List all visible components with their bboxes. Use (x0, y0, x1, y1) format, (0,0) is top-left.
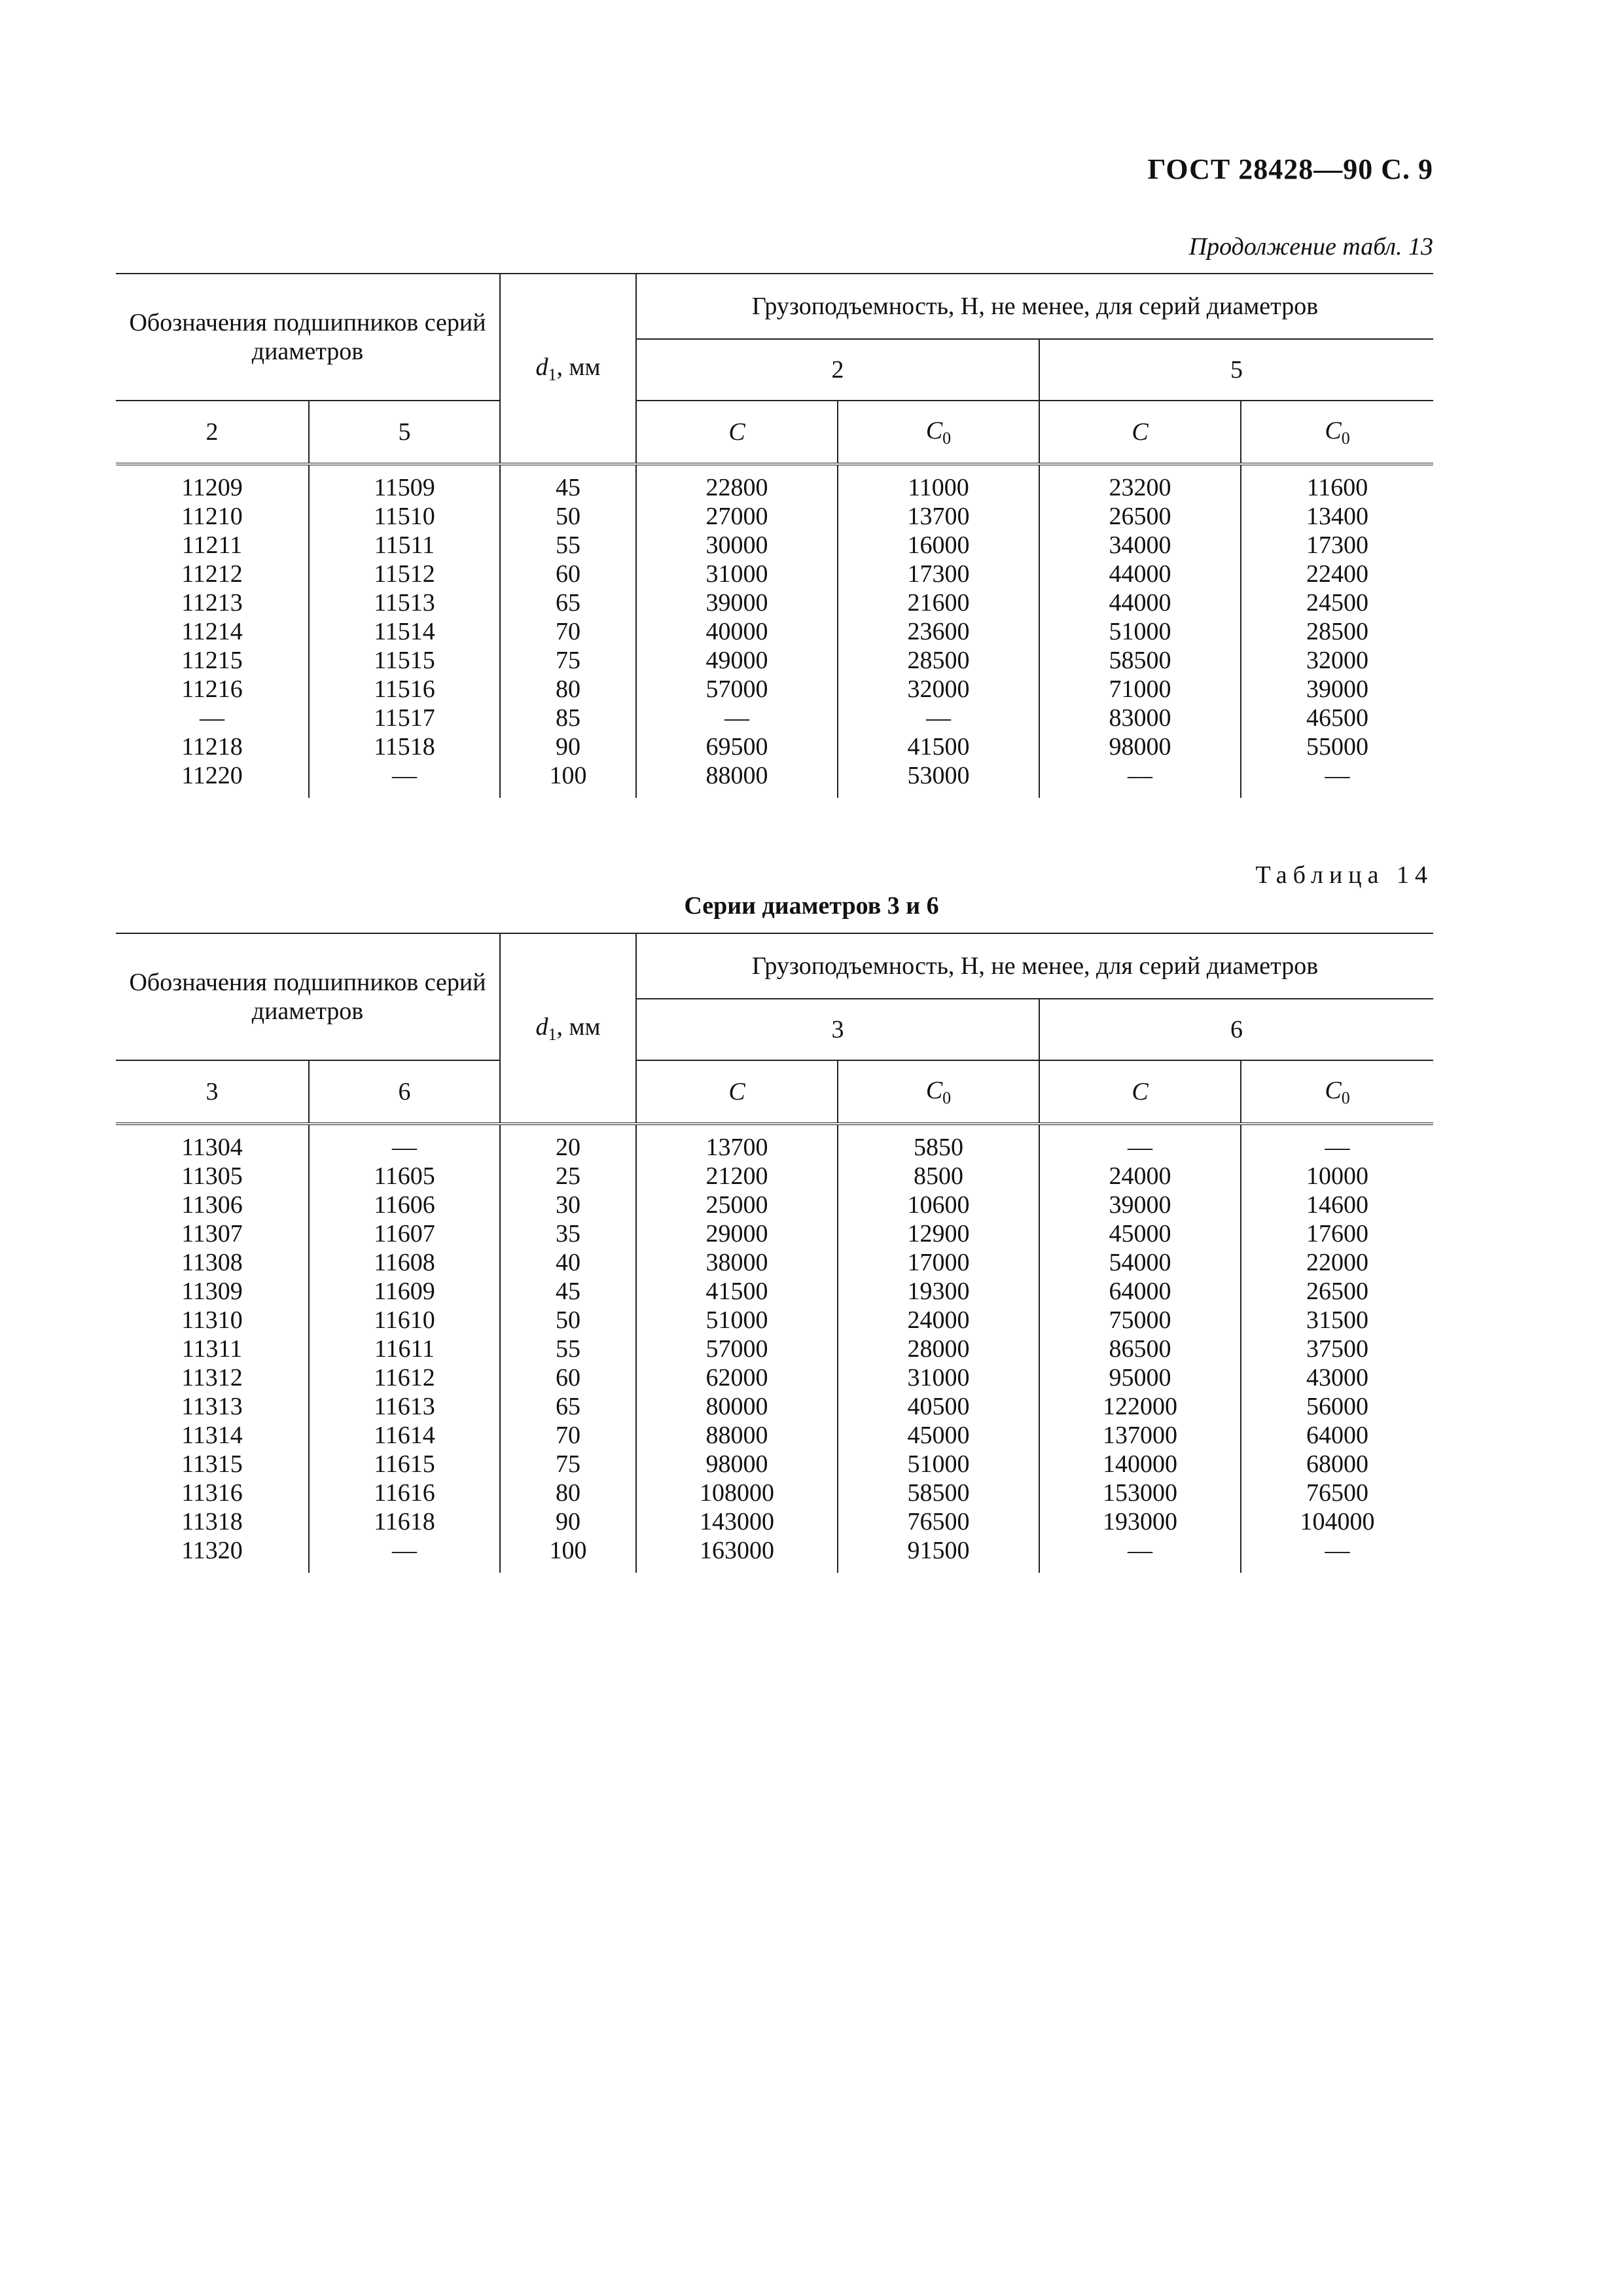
c0-a-cell: 24000 (838, 1306, 1039, 1335)
c-a-cell: — (636, 704, 838, 732)
c-b-cell: 83000 (1039, 704, 1241, 732)
d1-cell: 20 (500, 1124, 636, 1162)
d1-cell: 60 (500, 560, 636, 588)
d1-cell: 90 (500, 1507, 636, 1536)
c0-b-cell: 22000 (1241, 1248, 1433, 1277)
c0-b-cell: 31500 (1241, 1306, 1433, 1335)
c-b-cell: 39000 (1039, 1191, 1241, 1219)
designation-a-cell: 11310 (181, 1306, 243, 1334)
table-13 (116, 273, 1433, 798)
d1-cell: 100 (500, 1536, 636, 1573)
c-b-cell: 34000 (1039, 531, 1241, 560)
d1-cell: 50 (500, 1306, 636, 1335)
c0-a-cell: 40500 (838, 1392, 1039, 1421)
page-header: ГОСТ 28428—90 С. 9 (1147, 153, 1433, 185)
designation-b-cell: 11611 (309, 1335, 500, 1363)
c0-b-cell: 13400 (1241, 502, 1433, 531)
c0-a-cell: 41500 (838, 732, 1039, 761)
designation-b-cell: 11513 (309, 588, 500, 617)
c0-b-cell: 55000 (1241, 732, 1433, 761)
c-b-cell: 24000 (1039, 1162, 1241, 1191)
c0-a-cell: 76500 (838, 1507, 1039, 1536)
d1-cell: 75 (500, 646, 636, 675)
d1-header: $d_1$, мм (500, 933, 636, 1124)
c-b-cell: 54000 (1039, 1248, 1241, 1277)
c-b-cell: — (1039, 761, 1241, 798)
table-row (116, 1124, 1433, 1162)
designation-a-cell: 11316 (181, 1479, 243, 1507)
c-b-cell: 75000 (1039, 1306, 1241, 1335)
c-b-cell: 86500 (1039, 1335, 1241, 1363)
c0-a-cell: 17300 (838, 560, 1039, 588)
designation-a-cell: 11304 (181, 1134, 243, 1161)
table-row (116, 761, 1433, 798)
c-b-cell: 193000 (1039, 1507, 1241, 1536)
designation-series-b-header: 6 (309, 1060, 500, 1124)
designation-series-a-header: 3 (116, 1060, 309, 1124)
c0-b-cell: 22400 (1241, 560, 1433, 588)
table-row (116, 617, 1433, 646)
c0-a-cell: 13700 (838, 502, 1039, 531)
designation-a-cell: 11210 (181, 503, 243, 530)
table-row (116, 1219, 1433, 1248)
designation-b-cell: 11509 (309, 464, 500, 502)
c0-b-cell: 46500 (1241, 704, 1433, 732)
continuation-note: Продолжение табл. 13 (1188, 233, 1433, 260)
designation-b-cell: 11616 (309, 1479, 500, 1507)
designation-group-header: Обозначения подшипников серий диаметров (116, 274, 500, 401)
c-a-cell: 13700 (636, 1124, 838, 1162)
c-b-cell: 44000 (1039, 560, 1241, 588)
designation-b-cell: 11517 (309, 704, 500, 732)
designation-a-cell: 11216 (181, 675, 243, 703)
d1-cell: 55 (500, 531, 636, 560)
designation-b-cell: 11615 (309, 1450, 500, 1479)
table-row (116, 675, 1433, 704)
designation-b-cell: 11613 (309, 1392, 500, 1421)
d1-cell: 70 (500, 617, 636, 646)
c-a-cell: 143000 (636, 1507, 838, 1536)
d1-cell: 75 (500, 1450, 636, 1479)
designation-a-cell: 11215 (181, 647, 243, 674)
designation-a-cell: 11307 (181, 1220, 243, 1247)
c-a-cell: 41500 (636, 1277, 838, 1306)
c0-a-cell: 28500 (838, 646, 1039, 675)
d1-cell: 70 (500, 1421, 636, 1450)
table-row (116, 646, 1433, 675)
table-row (116, 1450, 1433, 1479)
designation-a-cell: — (200, 704, 224, 732)
designation-a-cell: 11308 (181, 1249, 243, 1276)
designation-b-cell: 11518 (309, 732, 500, 761)
c-b-cell: — (1039, 1124, 1241, 1162)
designation-a-cell: 11313 (181, 1393, 243, 1420)
d1-cell: 35 (500, 1219, 636, 1248)
c0-b-cell: 17600 (1241, 1219, 1433, 1248)
table-row (116, 1335, 1433, 1363)
designation-a-cell: 11209 (181, 474, 243, 501)
table-row (116, 1306, 1433, 1335)
c-a-cell: 21200 (636, 1162, 838, 1191)
c0-a-cell: 12900 (838, 1219, 1039, 1248)
c0-a-cell: 8500 (838, 1162, 1039, 1191)
table-row (116, 1248, 1433, 1277)
c-a-cell: 88000 (636, 1421, 838, 1450)
designation-b-cell: 11514 (309, 617, 500, 646)
c-a-cell: 31000 (636, 560, 838, 588)
table-row (116, 560, 1433, 588)
c-a-cell: 88000 (636, 761, 838, 798)
c-b-cell: — (1039, 1536, 1241, 1573)
table-row (116, 1507, 1433, 1536)
c0-a-cell: 10600 (838, 1191, 1039, 1219)
c-a-cell: 57000 (636, 675, 838, 704)
designation-b-cell: 11607 (309, 1219, 500, 1248)
designation-series-a-header: 2 (116, 401, 309, 464)
c0-b-cell: 10000 (1241, 1162, 1433, 1191)
table-row (116, 502, 1433, 531)
designation-b-cell: 11618 (309, 1507, 500, 1536)
designation-b-cell: 11609 (309, 1277, 500, 1306)
c0-b-cell: 32000 (1241, 646, 1433, 675)
c-a-cell: 27000 (636, 502, 838, 531)
c0-a-cell: 16000 (838, 531, 1039, 560)
c-a-cell: 30000 (636, 531, 838, 560)
designation-a-cell: 11212 (181, 560, 243, 588)
c-a-cell: 80000 (636, 1392, 838, 1421)
d1-cell: 90 (500, 732, 636, 761)
d1-cell: 30 (500, 1191, 636, 1219)
designation-a-cell: 11220 (181, 762, 243, 789)
c-b-cell: 51000 (1039, 617, 1241, 646)
d1-cell: 100 (500, 761, 636, 798)
designation-a-cell: 11311 (181, 1335, 243, 1363)
c0-b-cell: 64000 (1241, 1421, 1433, 1450)
designation-b-cell: 11608 (309, 1248, 500, 1277)
series-a-header: 3 (636, 999, 1039, 1060)
d1-cell: 40 (500, 1248, 636, 1277)
series-a-header: 2 (636, 339, 1039, 401)
c0-a-cell: 5850 (838, 1124, 1039, 1162)
c-b-cell: 140000 (1039, 1450, 1241, 1479)
c0-header: $C_0$ (838, 401, 1039, 464)
series-b-header: 5 (1039, 339, 1433, 401)
designation-a-cell: 11306 (181, 1191, 243, 1219)
c-header: C (1039, 401, 1241, 464)
table-row (116, 464, 1433, 502)
designation-a-cell: 11309 (181, 1278, 243, 1305)
designation-a-cell: 11315 (181, 1450, 243, 1478)
table-row (116, 1421, 1433, 1450)
c0-b-cell: 68000 (1241, 1450, 1433, 1479)
d1-cell: 55 (500, 1335, 636, 1363)
series-b-header: 6 (1039, 999, 1433, 1060)
designation-b-cell: 11512 (309, 560, 500, 588)
c0-a-cell: 17000 (838, 1248, 1039, 1277)
c0-b-cell: — (1241, 761, 1433, 798)
designation-b-cell: 11515 (309, 646, 500, 675)
d1-cell: 80 (500, 675, 636, 704)
table-row (116, 1363, 1433, 1392)
c0-a-cell: 11000 (838, 464, 1039, 502)
table-row (116, 1392, 1433, 1421)
c-b-cell: 153000 (1039, 1479, 1241, 1507)
c-a-cell: 22800 (636, 464, 838, 502)
c-a-cell: 98000 (636, 1450, 838, 1479)
c-a-cell: 69500 (636, 732, 838, 761)
c-a-cell: 57000 (636, 1335, 838, 1363)
c0-a-cell: 21600 (838, 588, 1039, 617)
designation-group-header: Обозначения подшипников серий диаметров (116, 933, 500, 1060)
d1-cell: 25 (500, 1162, 636, 1191)
d1-cell: 65 (500, 1392, 636, 1421)
c-a-cell: 163000 (636, 1536, 838, 1573)
c0-b-cell: 76500 (1241, 1479, 1433, 1507)
c0-b-cell: 56000 (1241, 1392, 1433, 1421)
c-a-cell: 51000 (636, 1306, 838, 1335)
c0-b-cell: 14600 (1241, 1191, 1433, 1219)
table-14 (116, 933, 1433, 1573)
c-b-cell: 122000 (1039, 1392, 1241, 1421)
c-a-cell: 108000 (636, 1479, 838, 1507)
table-row (116, 1479, 1433, 1507)
c0-b-cell: 26500 (1241, 1277, 1433, 1306)
designation-series-b-header: 5 (309, 401, 500, 464)
c-b-cell: 23200 (1039, 464, 1241, 502)
designation-a-cell: 11305 (181, 1162, 243, 1190)
d1-cell: 85 (500, 704, 636, 732)
designation-a-cell: 11312 (181, 1364, 243, 1391)
table-row (116, 1536, 1433, 1573)
table-row (116, 1191, 1433, 1219)
designation-a-cell: 11213 (181, 589, 243, 617)
load-capacity-header: Грузоподъемность, Н, не менее, для серий диаметров (636, 274, 1433, 339)
designation-b-cell: — (309, 1536, 500, 1573)
d1-cell: 45 (500, 1277, 636, 1306)
designation-b-cell: — (309, 761, 500, 798)
table-row (116, 1277, 1433, 1306)
c0-a-cell: 91500 (838, 1536, 1039, 1573)
c-a-cell: 25000 (636, 1191, 838, 1219)
c0-b-cell: — (1241, 1536, 1433, 1573)
designation-a-cell: 11218 (181, 733, 243, 761)
c0-b-cell: 104000 (1241, 1507, 1433, 1536)
designation-b-cell: 11606 (309, 1191, 500, 1219)
c0-a-cell: 45000 (838, 1421, 1039, 1450)
table-row (116, 588, 1433, 617)
c-a-cell: 39000 (636, 588, 838, 617)
c0-b-cell: 37500 (1241, 1335, 1433, 1363)
c-a-cell: 29000 (636, 1219, 838, 1248)
c0-a-cell: 19300 (838, 1277, 1039, 1306)
designation-b-cell: 11605 (309, 1162, 500, 1191)
c-b-cell: 26500 (1039, 502, 1241, 531)
c0-header: $C_0$ (1241, 401, 1433, 464)
designation-b-cell: 11612 (309, 1363, 500, 1392)
c0-b-cell: 24500 (1241, 588, 1433, 617)
designation-a-cell: 11320 (181, 1537, 243, 1564)
c0-header: $C_0$ (838, 1060, 1039, 1124)
c0-header: $C_0$ (1241, 1060, 1433, 1124)
designation-a-cell: 11214 (181, 618, 243, 645)
c-a-cell: 38000 (636, 1248, 838, 1277)
c0-b-cell: — (1241, 1124, 1433, 1162)
c-header: C (636, 1060, 838, 1124)
c-b-cell: 44000 (1039, 588, 1241, 617)
table-row (116, 531, 1433, 560)
designation-b-cell: 11510 (309, 502, 500, 531)
c0-a-cell: 23600 (838, 617, 1039, 646)
designation-b-cell: 11610 (309, 1306, 500, 1335)
c-b-cell: 64000 (1039, 1277, 1241, 1306)
c-b-cell: 45000 (1039, 1219, 1241, 1248)
c-b-cell: 137000 (1039, 1421, 1241, 1450)
c0-a-cell: — (838, 704, 1039, 732)
c0-b-cell: 43000 (1241, 1363, 1433, 1392)
c0-a-cell: 53000 (838, 761, 1039, 798)
d1-cell: 50 (500, 502, 636, 531)
c0-b-cell: 28500 (1241, 617, 1433, 646)
c-a-cell: 62000 (636, 1363, 838, 1392)
c0-a-cell: 58500 (838, 1479, 1039, 1507)
d1-cell: 45 (500, 464, 636, 502)
designation-b-cell: 11511 (309, 531, 500, 560)
c-a-cell: 49000 (636, 646, 838, 675)
c-b-cell: 98000 (1039, 732, 1241, 761)
table-14-number: Таблица 14 (1255, 861, 1433, 889)
c-b-cell: 58500 (1039, 646, 1241, 675)
c0-a-cell: 28000 (838, 1335, 1039, 1363)
designation-b-cell: 11516 (309, 675, 500, 704)
table-row (116, 704, 1433, 732)
c0-b-cell: 11600 (1241, 464, 1433, 502)
c-header: C (636, 401, 838, 464)
load-capacity-header: Грузоподъемность, Н, не менее, для серий диаметров (636, 933, 1433, 999)
c0-b-cell: 17300 (1241, 531, 1433, 560)
designation-a-cell: 11211 (181, 531, 243, 559)
c0-a-cell: 31000 (838, 1363, 1039, 1392)
d1-cell: 60 (500, 1363, 636, 1392)
designation-b-cell: 11614 (309, 1421, 500, 1450)
designation-b-cell: — (309, 1124, 500, 1162)
c-a-cell: 40000 (636, 617, 838, 646)
designation-a-cell: 11314 (181, 1422, 243, 1449)
c-header: C (1039, 1060, 1241, 1124)
c-b-cell: 95000 (1039, 1363, 1241, 1392)
c0-a-cell: 51000 (838, 1450, 1039, 1479)
table-row (116, 732, 1433, 761)
d1-header: $d_1$, мм (500, 274, 636, 464)
d1-cell: 80 (500, 1479, 636, 1507)
c0-a-cell: 32000 (838, 675, 1039, 704)
c0-b-cell: 39000 (1241, 675, 1433, 704)
d1-cell: 65 (500, 588, 636, 617)
c-b-cell: 71000 (1039, 675, 1241, 704)
table-14-title: Серии диаметров 3 и 6 (684, 892, 939, 920)
table-row (116, 1162, 1433, 1191)
designation-a-cell: 11318 (181, 1508, 243, 1535)
